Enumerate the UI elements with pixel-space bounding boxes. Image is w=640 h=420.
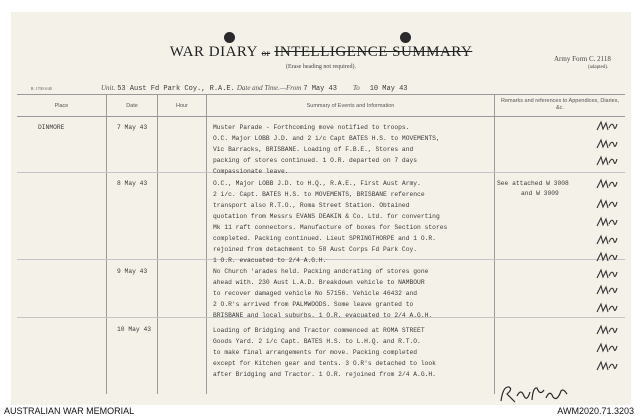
entry-line: transport also R.T.O., Roma Street Station. Obtained <box>213 202 410 209</box>
army-form-number: Army Form C. 2118 <box>554 55 611 63</box>
handwritten-initials-mark <box>596 234 618 246</box>
entry-line: to recover damaged vehicle No 57156. Vehicle 46432 and <box>213 290 418 297</box>
column-header-date: Date <box>126 103 138 109</box>
table-top-rule <box>17 94 625 95</box>
entry-line: quotation from Messrs EVANS DEAKIN & Co. Ltd. for converting <box>213 213 440 220</box>
entry-remark: and W 3009 <box>521 190 559 197</box>
title-war-diary: WAR DIARY <box>169 44 258 60</box>
header-bottom-rule <box>17 116 625 117</box>
column-divider <box>157 94 158 394</box>
row-rule <box>17 172 625 173</box>
title-struck-intelligence-summary: INTELLIGENCE SUMMARY <box>274 44 473 60</box>
unit-line <box>101 83 408 93</box>
entry-line: ahead with. 230 Aust L.A.D. Breakdown vehicle to NAMBOUR <box>213 279 425 286</box>
date-to-label: To <box>352 84 360 92</box>
handwritten-initials-mark <box>596 251 618 263</box>
entry-line: completed. Packing continued. Lieut SPRINGTHORPE and 1 O.R. <box>213 235 436 242</box>
handwritten-initials-mark <box>596 302 618 314</box>
printer-code: R. 1700 6/40 <box>31 86 52 91</box>
entry-line: BRISBANE and local suburbs. 1 O.R. evacuated to 2/4 A.G.H. <box>213 312 433 319</box>
handwritten-initials-mark <box>596 342 618 354</box>
handwritten-signature <box>497 382 577 404</box>
entry-line: rejoined from detachment to 58 Aust Corps Fd Park Coy. <box>213 246 418 253</box>
handwritten-initials-mark <box>596 284 618 296</box>
entry-line: 1 O.R. evacuated to 2/4 A.G.H. <box>213 257 327 264</box>
handwritten-initials-mark <box>596 268 618 280</box>
footer-accession-number: AWM2020.71.3203 <box>557 406 634 416</box>
entry-line: Mk 11 raft connectors. Manufacture of boxes for Section stores <box>213 224 448 231</box>
entry-line: 2 i/c. Capt. BATES H.S. to MOVEMENTS, BRISBANE reference <box>213 191 425 198</box>
entry-line: to make final arrangements for move. Packing completed <box>213 349 418 356</box>
unit-value: 53 Aust Fd Park Coy., R.A.E. <box>117 85 235 93</box>
entry-remark: See attached W 3008 <box>497 180 569 187</box>
entry-line: Goods Yard. 2 i/c Capt. BATES H.S. to L.H.Q. and R.T.O. <box>213 338 421 345</box>
column-divider <box>494 94 495 394</box>
column-header-hour: Hour <box>176 103 188 109</box>
handwritten-initials-mark <box>596 120 618 132</box>
handwritten-initials-mark <box>596 360 618 372</box>
entry-date: 10 May 43 <box>117 326 152 333</box>
entry-line: Compassionate leave. <box>213 168 289 175</box>
footer-credit: AUSTRALIAN WAR MEMORIAL <box>4 406 135 416</box>
entry-date: 9 May 43 <box>117 268 148 275</box>
diary-page <box>11 12 631 405</box>
handwritten-initials-mark <box>596 216 618 228</box>
handwritten-initials-mark <box>596 155 618 167</box>
entry-line: O.C., Major LOBB J.D. to H.Q., R.A.E., First Aust Army. <box>213 180 421 187</box>
entry-place: DINMORE <box>38 124 65 131</box>
army-form-adapted: (adapted). <box>588 65 609 70</box>
entry-date: 8 May 43 <box>117 180 148 187</box>
entry-line: Loading of Bridging and Tractor commenced at ROMA STREET <box>213 327 425 334</box>
column-header-place: Place <box>54 103 69 109</box>
punch-hole <box>224 32 235 43</box>
handwritten-initials-mark <box>596 324 618 336</box>
entry-line: Vic Barracks, BRISBANE. Loading of F.B.E., Stores and <box>213 146 414 153</box>
punch-hole <box>400 32 411 43</box>
entry-line: packing of stores continued. 1 O.R. departed on 7 days <box>213 157 418 164</box>
handwritten-initials-mark <box>596 198 618 210</box>
handwritten-initials-mark <box>596 178 618 190</box>
entry-line: O.C. Major LOBB J.D. and 2 i/c Capt BATES H.S. to MOVEMENTS, <box>213 135 440 142</box>
page-title <box>11 44 631 61</box>
column-divider <box>206 94 207 394</box>
date-from-value: 7 May 43 <box>303 85 337 93</box>
handwritten-initials-mark <box>596 138 618 150</box>
column-divider <box>106 94 107 394</box>
date-time-label: Date and Time.—From <box>236 84 302 92</box>
entry-line: No Church 'arades held. Packing andcrating of stores gone <box>213 268 429 275</box>
entry-line: after Bridging and Tractor. 1 O.R. rejoined from 2/4 A.G.H. <box>213 371 436 378</box>
entry-line: except for Kitchen gear and tents. 3 O.R's detached to look <box>213 360 436 367</box>
entry-line: 2 O.R's arrived from PALMWOODS. Some leave granted to <box>213 301 414 308</box>
title-subtitle: (Erase heading not required). <box>286 64 356 70</box>
entry-date: 7 May 43 <box>117 124 148 131</box>
column-header-summary: Summary of Events and Information <box>306 103 395 109</box>
unit-label: Unit. <box>101 84 116 92</box>
entry-line: Muster Parade - Forthcoming move notified to troops. <box>213 124 410 131</box>
column-header-remarks: Remarks and references to Appendices, Diaries, &c. <box>500 98 619 111</box>
date-to-value: 10 May 43 <box>369 85 408 93</box>
title-or: or <box>261 48 271 58</box>
